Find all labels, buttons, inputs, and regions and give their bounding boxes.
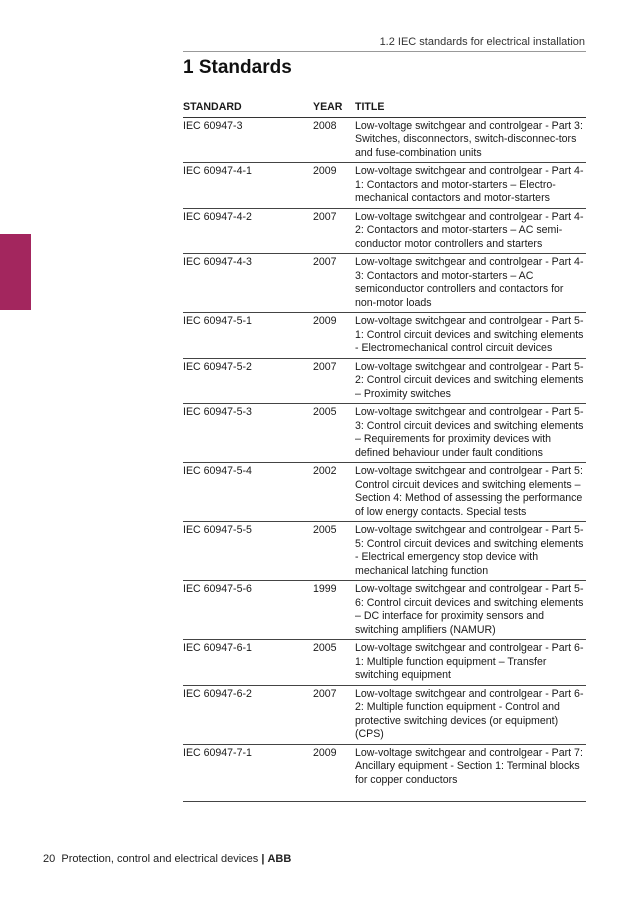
table-row (183, 640, 586, 686)
title-cell: Low-voltage switchgear and controlgear - Part 6-1: Multiple function equipment – Transfer switching equipment (355, 640, 586, 686)
title-cell: Low-voltage switchgear and controlgear - Part 5-3: Control circuit devices and switching elements – Requirements for proximity devices with defined behaviour under fault conditions (355, 404, 586, 463)
table-row (183, 685, 586, 744)
table-header-row (183, 100, 586, 117)
title-cell: Low-voltage switchgear and controlgear - Part 4-3: Contactors and motor-starters – AC semiconductor controllers and contactors for non-motor loads (355, 254, 586, 313)
page-footer (43, 853, 291, 865)
year-cell: 2009 (313, 744, 355, 802)
standard-cell: IEC 60947-5-2 (183, 358, 313, 404)
standard-cell: IEC 60947-6-1 (183, 640, 313, 686)
footer-text: Protection, control and electrical devices (61, 853, 259, 865)
year-cell: 2005 (313, 522, 355, 581)
column-header-title: TITLE (355, 100, 586, 117)
title-cell: Low-voltage switchgear and controlgear - Part 5-2: Control circuit devices and switching elements – Proximity switches (355, 358, 586, 404)
table-row (183, 163, 586, 209)
standard-cell: IEC 60947-4-1 (183, 163, 313, 209)
standard-cell: IEC 60947-4-3 (183, 254, 313, 313)
year-cell: 2005 (313, 404, 355, 463)
header-rule (183, 51, 586, 52)
standard-cell: IEC 60947-5-4 (183, 463, 313, 522)
table-row (183, 254, 586, 313)
year-cell: 2008 (313, 117, 355, 163)
table-row (183, 208, 586, 254)
title-cell: Low-voltage switchgear and controlgear - Part 5: Control circuit devices and switching elements – Section 4: Method of assessing the performance of low energy contacts. Special tests (355, 463, 586, 522)
standard-cell: IEC 60947-4-2 (183, 208, 313, 254)
standard-cell: IEC 60947-5-1 (183, 313, 313, 359)
table-row (183, 358, 586, 404)
table-row (183, 463, 586, 522)
table-row (183, 117, 586, 163)
page-number: 20 (43, 853, 56, 865)
standard-cell: IEC 60947-5-5 (183, 522, 313, 581)
standards-table (183, 100, 586, 802)
title-cell: Low-voltage switchgear and controlgear - Part 6-2: Multiple function equipment - Control and protective switching devices (or equipment) (CPS) (355, 685, 586, 744)
year-cell: 1999 (313, 581, 355, 640)
table-body (183, 117, 586, 802)
title-cell: Low-voltage switchgear and controlgear - Part 7: Ancillary equipment - Section 1: Terminal blocks for copper conductors (355, 744, 586, 802)
title-cell: Low-voltage switchgear and controlgear - Part 4-2: Contactors and motor-starters – AC semi-conductor motor controllers and starters (355, 208, 586, 254)
standard-cell: IEC 60947-5-6 (183, 581, 313, 640)
year-cell: 2002 (313, 463, 355, 522)
table-row (183, 522, 586, 581)
year-cell: 2007 (313, 685, 355, 744)
year-cell: 2005 (313, 640, 355, 686)
column-header-standard: STANDARD (183, 100, 313, 117)
table-row (183, 404, 586, 463)
year-cell: 2007 (313, 208, 355, 254)
table-row (183, 744, 586, 802)
standard-cell: IEC 60947-5-3 (183, 404, 313, 463)
column-header-year: YEAR (313, 100, 355, 117)
year-cell: 2007 (313, 254, 355, 313)
table-row (183, 581, 586, 640)
page-title: 1 Standards (183, 57, 292, 78)
section-tab-marker (0, 234, 31, 310)
standard-cell: IEC 60947-7-1 (183, 744, 313, 802)
running-head: 1.2 IEC standards for electrical installation (379, 36, 585, 48)
title-cell: Low-voltage switchgear and controlgear - Part 5-5: Control circuit devices and switching elements - Electrical emergency stop device with mechanical latching function (355, 522, 586, 581)
brand-name: ABB (267, 853, 292, 865)
title-cell: Low-voltage switchgear and controlgear - Part 4-1: Contactors and motor-starters – Electro-mechanical contactors and motor-starters (355, 163, 586, 209)
title-cell: Low-voltage switchgear and controlgear - Part 5-1: Control circuit devices and switching elements - Electromechanical control circuit devices (355, 313, 586, 359)
title-cell: Low-voltage switchgear and controlgear - Part 3: Switches, disconnectors, switch-disconnec-tors and fuse-combination units (355, 117, 586, 163)
year-cell: 2007 (313, 358, 355, 404)
standard-cell: IEC 60947-6-2 (183, 685, 313, 744)
year-cell: 2009 (313, 313, 355, 359)
table-row (183, 313, 586, 359)
year-cell: 2009 (313, 163, 355, 209)
standard-cell: IEC 60947-3 (183, 117, 313, 163)
footer-separator: | (261, 853, 265, 865)
title-cell: Low-voltage switchgear and controlgear - Part 5-6: Control circuit devices and switching elements – DC interface for proximity sensors and switching amplifiers (NAMUR) (355, 581, 586, 640)
